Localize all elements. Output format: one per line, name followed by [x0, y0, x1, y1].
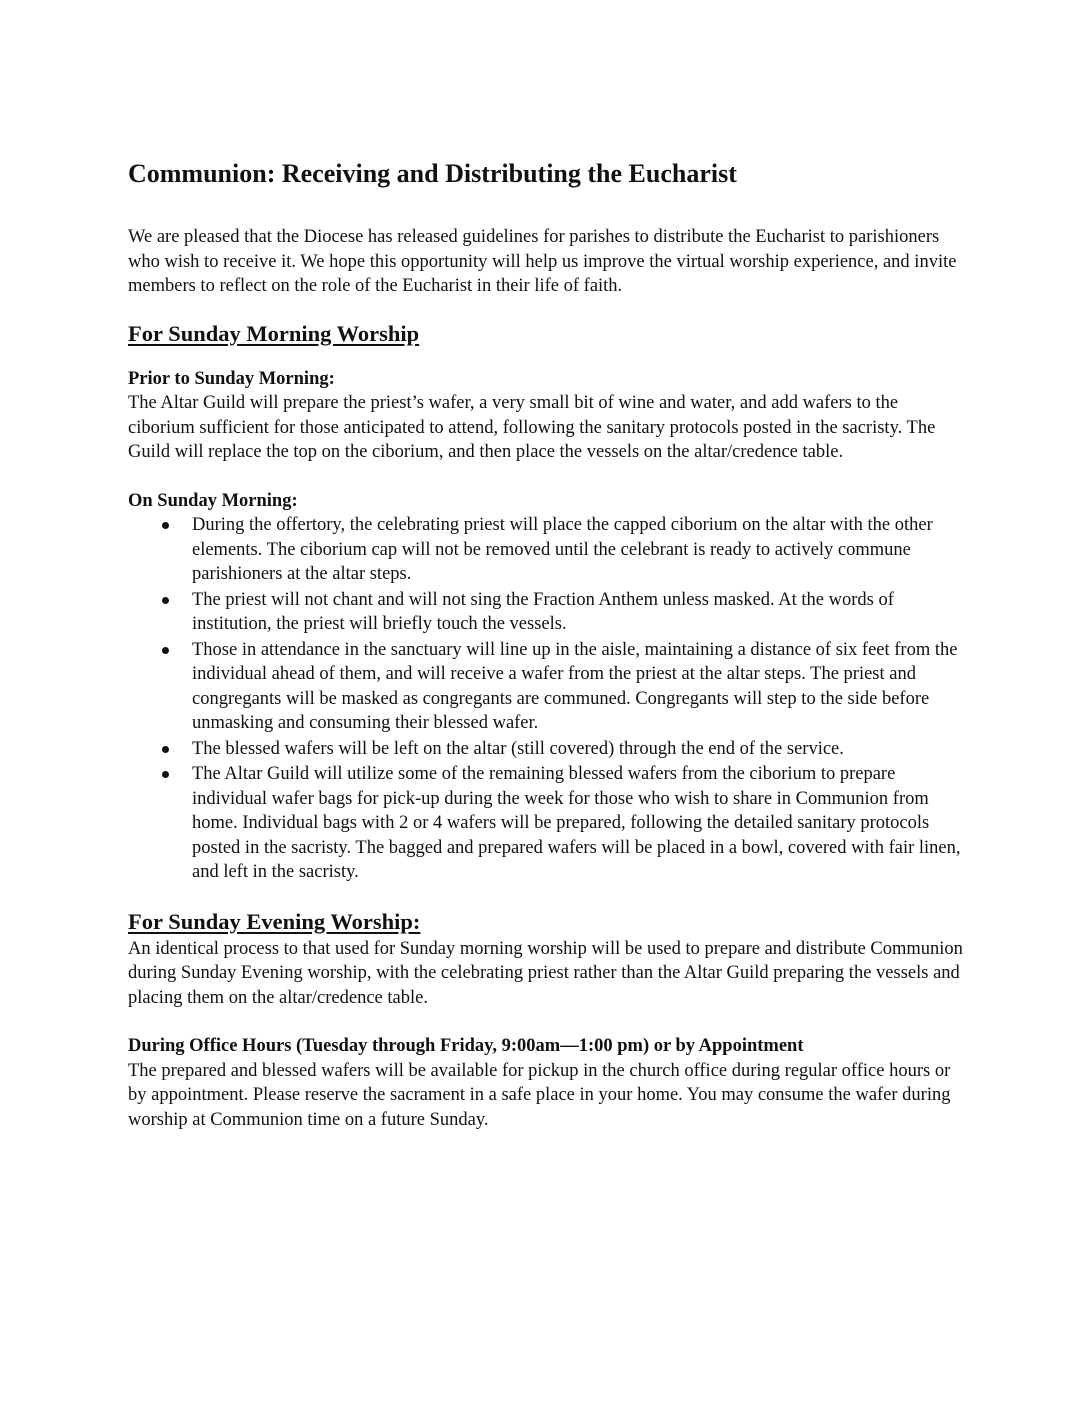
list-item-text: The Altar Guild will utilize some of the remaining blessed wafers from the ciborium to prepare individual wafer bags for pick-up during the week for those who wish to share in Communion from home. Individual bags with 2 or 4 wafers will be prepared, following the detailed sanitary protocols posted in the sacristy. The bagged and prepared wafers will be placed in a bowl, covered with fair linen, and left in the sacristy. [192, 764, 961, 882]
office-hours-paragraph: The prepared and blessed wafers will be available for pickup in the church office during regular office hours or by appointment. Please reserve the sacrament in a safe place in your home. You may consume the wafer during worship at Communion time on a future Sunday. [128, 1060, 951, 1130]
section-heading-sunday-morning: For Sunday Morning Worship [128, 320, 420, 346]
subheading-on-sunday-morning: On Sunday Morning: [128, 490, 298, 511]
intro-paragraph: We are pleased that the Diocese has released guidelines for parishes to distribute the Eucharist to parishioners who wish to receive it. We hope this opportunity will help us improve the virtual worship experience, and invite members to reflect on the role of the Eucharist in their life of faith. [128, 227, 957, 296]
list-item-text: Those in attendance in the sanctuary will line up in the aisle, maintaining a distance of six feet from the individual ahead of them, and will receive a wafer from the priest at the altar steps. The priest and congregants will be masked as congregants are communed. Congregants will step to the side before unmasking and consuming their blessed wafer. [192, 639, 958, 733]
bullet-icon [162, 746, 169, 753]
bullet-icon [162, 597, 169, 604]
sunday-morning-bullet-list [128, 513, 968, 885]
bullet-icon [162, 771, 169, 778]
subheading-office-hours: During Office Hours (Tuesday through Friday, 9:00am—1:00 pm) or by Appointment [128, 1036, 804, 1056]
sunday-evening-paragraph: An identical process to that used for Sunday morning worship will be used to prepare and distribute Communion during Sunday Evening worship, with the celebrating priest rather than the Altar Guild preparing the vessels and placing them on the altar/credence table. [128, 938, 963, 1008]
page-title: Communion: Receiving and Distributing the Eucharist [128, 159, 737, 188]
subheading-prior-to-sunday: Prior to Sunday Morning: [128, 368, 335, 389]
list-item-text: The priest will not chant and will not sing the Fraction Anthem unless masked. At the words of institution, the priest will briefly touch the vessels. [192, 589, 894, 634]
list-item [192, 588, 968, 637]
document-content [128, 156, 968, 1132]
section-heading-sunday-evening: For Sunday Evening Worship: [128, 908, 421, 934]
list-item-text: The blessed wafers will be left on the altar (still covered) through the end of the service. [192, 738, 844, 759]
list-item [192, 513, 968, 587]
bullet-icon [162, 647, 169, 654]
list-item [192, 737, 968, 762]
bullet-icon [162, 522, 169, 529]
list-item [192, 762, 968, 885]
list-item [192, 638, 968, 736]
list-item-text: During the offertory, the celebrating priest will place the capped ciborium on the altar with the other elements. The ciborium cap will not be removed until the celebrant is ready to actively commune parishioners at the altar steps. [192, 515, 933, 584]
prior-to-sunday-paragraph: The Altar Guild will prepare the priest’s wafer, a very small bit of wine and water, and add wafers to the ciborium sufficient for those anticipated to attend, following the sanitary protocols posted in the sacristy. The Guild will replace the top on the ciborium, and then place the vessels on the altar/credence table. [128, 393, 936, 462]
